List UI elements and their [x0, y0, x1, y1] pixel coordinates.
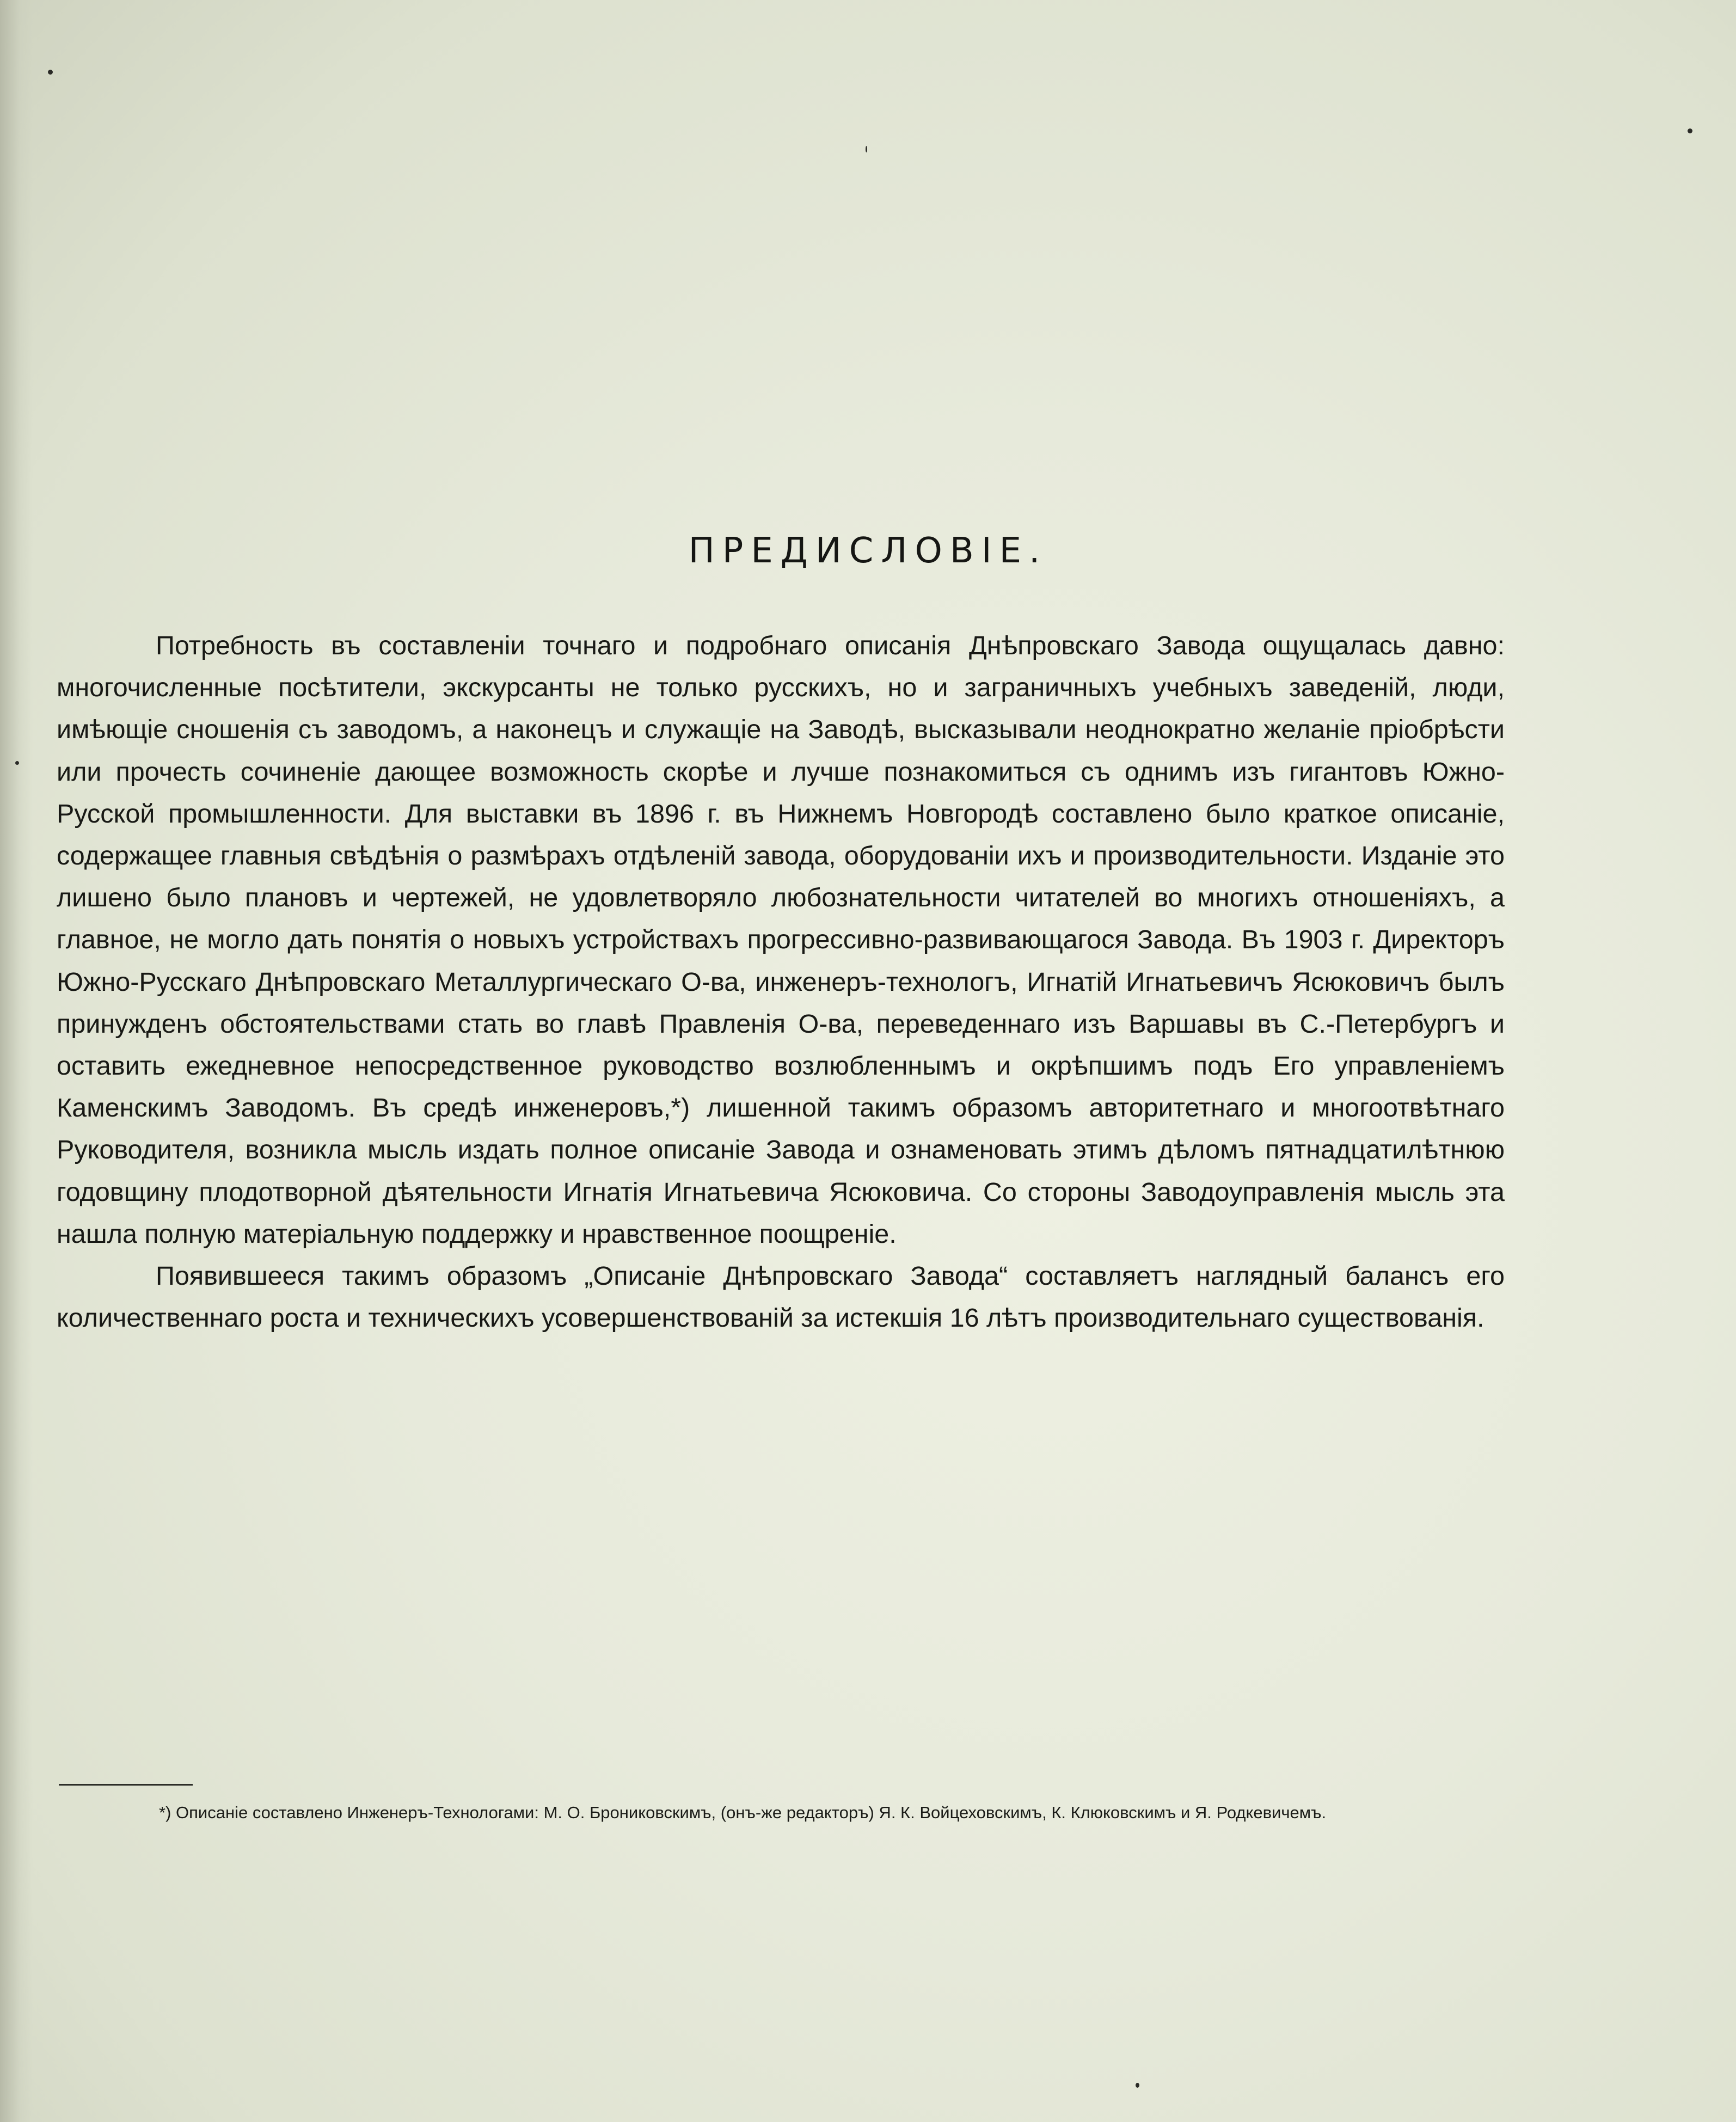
body-text — [57, 625, 1505, 1339]
ink-speck — [15, 761, 19, 765]
footnote-divider — [59, 1784, 193, 1786]
ink-speck — [48, 70, 53, 75]
paragraph-1: Потребность въ составленіи точнаго и подробнаго описанія Днѣпровскаго Завода ощущалась давно: многочисленные посѣтители, экскурсанты не только русскихъ, но и заграничныхъ учебныхъ заведеній, люди, имѣющіе сношенія съ заводомъ, а наконецъ и служащіе на Заводѣ, высказывали неоднократно желаніе пріобрѣсти или прочесть сочиненіе дающее возможность скорѣе и лучше познакомиться съ однимъ изъ гигантовъ Южно-Русской промышленности. Для выставки въ 1896 г. въ Нижнемъ Новгородѣ составлено было краткое описаніе, содержащее главныя свѣдѣнія о размѣрахъ отдѣленій завода, оборудованіи ихъ и производительности. Изданіе это лишено было плановъ и чертежей, не удовлетворяло любознательности читателей во многихъ отношеніяхъ, а главное, не могло дать понятія о новыхъ устройствахъ прогрессивно-развивающагося Завода. Въ 1903 г. Директоръ Южно-Русскаго Днѣпровскаго Металлургическаго О-ва, инженеръ-технологъ, Игнатій Игнатьевичъ Ясюковичъ былъ принужденъ обстоятельствами стать во главѣ Правленія О-ва, переведеннаго изъ Варшавы въ С.-Петербургъ и оставить ежедневное непосредственное руководство возлюбленнымъ и окрѣпшимъ подъ Его управленіемъ Каменскимъ Заводомъ. Въ средѣ инженеровъ,*) лишенной такимъ образомъ авторитетнаго и многоотвѣтнаго Руководителя, возникла мысль издать полное описаніе Завода и ознаменовать этимъ дѣломъ пятнадцатилѣтнюю годовщину плодотворной дѣятельности Игнатія Игнатьевича Ясюковича. Со стороны Заводоуправленія мысль эта нашла полную матеріальную поддержку и нравственное поощреніе. — [57, 631, 1505, 1249]
page-edge-shadow — [0, 0, 33, 2122]
page-title: ПРЕДИСЛОВІЕ. — [688, 531, 1048, 571]
ink-speck — [1688, 128, 1692, 133]
footnote: *) Описаніе составлено Инженеръ-Технологами: М. О. Брониковскимъ, (онъ-же редакторъ) Я. К. Войцеховскимъ, К. Клюковскимъ и Я. Родкевичемъ. — [159, 1803, 1327, 1822]
paragraph-2: Появившееся такимъ образомъ „Описаніе Днѣпровскаго Завода“ составляетъ наглядный балансъ его количественнаго роста и техническихъ усовершенствованій за истекшія 16 лѣтъ производительнаго существованія. — [57, 1261, 1505, 1333]
ink-speck — [866, 146, 867, 152]
ink-speck — [1136, 2083, 1139, 2088]
